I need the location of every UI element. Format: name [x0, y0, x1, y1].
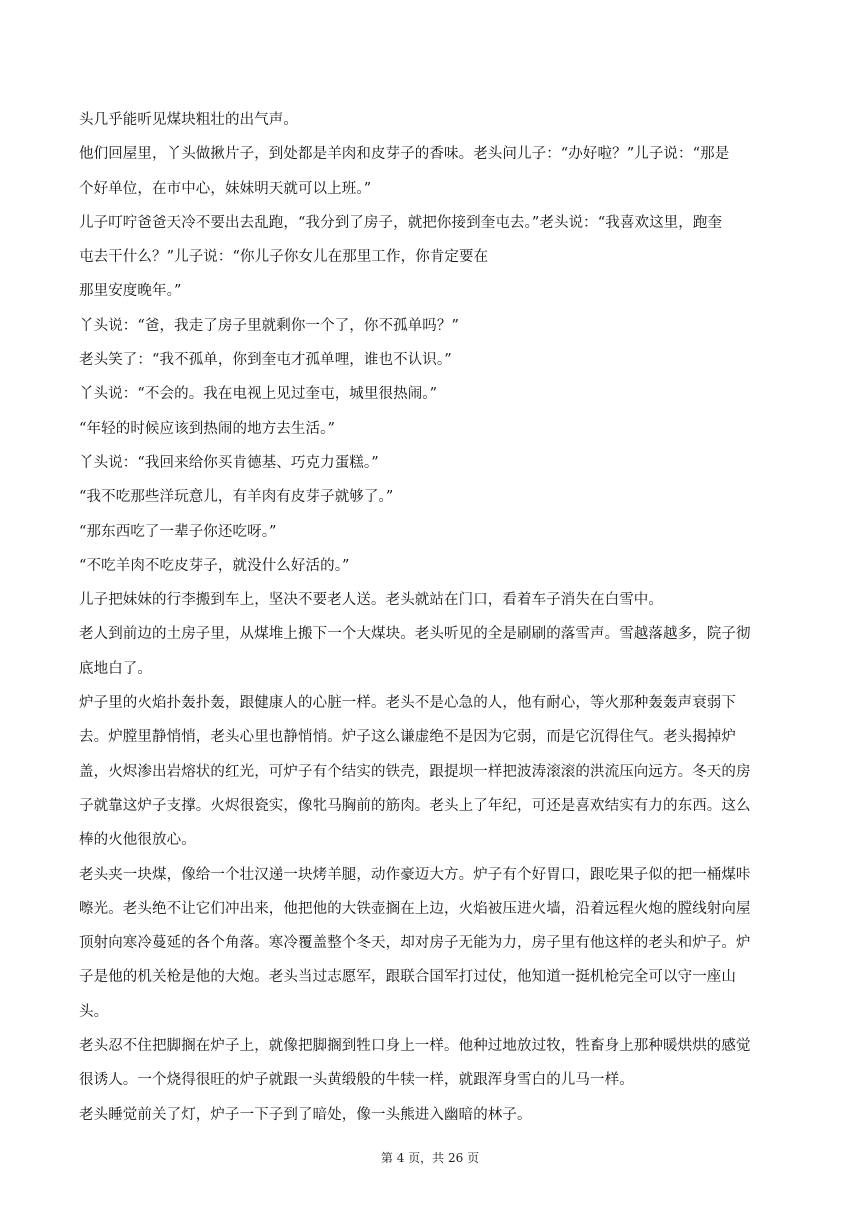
- text-line: 很诱人。一个烧得很旺的炉子就跟一头黄缎般的牛犊一样，就跟浑身雪白的儿马一样。: [79, 1072, 634, 1089]
- text-line: “那东西吃了一辈子你还吃呀。”: [79, 523, 277, 540]
- body-text: [79, 103, 784, 1132]
- text-line: 丫头说：“我回来给你买肯德基、巧克力蛋糕。”: [79, 454, 379, 471]
- text-line: “我不吃那些洋玩意儿，有羊肉有皮芽子就够了。”: [79, 489, 394, 506]
- text-line: 丫头说：“爸，我走了房子里就剩你一个了，你不孤单吗？”: [79, 317, 460, 334]
- text-line: 个好单位，在市中心，妹妹明天就可以上班。”: [79, 180, 372, 197]
- text-line: “年轻的时候应该到热闹的地方去生活。”: [79, 420, 335, 437]
- text-line: 老头睡觉前关了灯，炉子一下子到了暗处，像一头熊进入幽暗的林子。: [79, 1106, 532, 1123]
- text-line: 老头笑了：“我不孤单，你到奎屯才孤单哩，谁也不认识。”: [79, 352, 452, 369]
- text-line: 丫头说：“不会的。我在电视上见过奎屯，城里很热闹。”: [79, 386, 438, 403]
- text-line: 盖，火烬渗出岩熔状的红光，可炉子有个结实的铁壳，跟提坝一样把波涛滚滚的洪流压向远方。冬天的房: [79, 763, 751, 780]
- text-line: 那里安度晚年。”: [79, 283, 182, 300]
- text-line: 屯去干什么？”儿子说：“你儿子你女儿在那里工作，你肯定要在: [79, 249, 489, 266]
- text-line: 老人到前边的土房子里，从煤堆上搬下一个大煤块。老头听见的全是刷刷的落雪声。雪越落越多，院子彻: [79, 626, 751, 643]
- text-line: 头几乎能听见煤块粗壮的出气声。: [79, 112, 298, 128]
- text-line: 儿子把妹妹的行李搬到车上，坚决不要老人送。老头就站在门口，看着车子消失在白雪中。: [79, 592, 663, 609]
- text-line: 棒的火他很放心。: [79, 832, 196, 849]
- text-line: 老头夹一块煤，像给一个壮汉递一块烤羊腿，动作豪迈大方。炉子有个好胃口，跟吃果子似的把一桶煤咔: [79, 866, 751, 883]
- text-line: 嚓光。老头绝不让它们冲出来，他把他的大铁壶搁在上边，火焰被压进火墙，沿着远程火炮的膛线射向屋: [79, 900, 751, 917]
- page-number: 第 4 页，共 26 页: [380, 1151, 480, 1165]
- text-line: 顶射向寒冷蔓延的各个角落。寒冷覆盖整个冬天，却对房子无能为力，房子里有他这样的老头和炉子。炉: [79, 935, 751, 952]
- text-line: 他们回屋里，丫头做揪片子，到处都是羊肉和皮芽子的香味。老头问儿子：“办好啦？”儿子说：“那是: [79, 146, 730, 163]
- text-line: 子是他的机关枪是他的大炮。老头当过志愿军，跟联合国军打过仗，他知道一挺机枪完全可以守一座山: [79, 969, 736, 986]
- text-line: 底地白了。: [79, 660, 152, 677]
- text-line: 儿子叮咛爸爸天冷不要出去乱跑，“我分到了房子，就把你接到奎屯去。”老头说：“我喜欢这里，跑奎: [79, 214, 723, 231]
- text-line: 老头忍不住把脚搁在炉子上，就像把脚搁到牲口身上一样。他种过地放过牧，牲畜身上那种暖烘烘的感觉: [79, 1038, 751, 1055]
- text-line: 子就靠这炉子支撑。火烬很瓷实，像牝马胸前的筋肉。老头上了年纪，可还是喜欢结实有力的东西。这么: [79, 797, 751, 814]
- text-line: 炉子里的火焰扑轰扑轰，跟健康人的心脏一样。老头不是心急的人，他有耐心，等火那种轰轰声衰弱下: [79, 695, 736, 712]
- text-line: 头。: [79, 1003, 109, 1020]
- text-line: 去。炉膛里静悄悄，老头心里也静悄悄。炉子这么谦虚绝不是因为它弱，而是它沉得住气。老头揭掉炉: [79, 729, 736, 746]
- text-line: “不吃羊肉不吃皮芽子，就没什么好活的。”: [79, 557, 350, 574]
